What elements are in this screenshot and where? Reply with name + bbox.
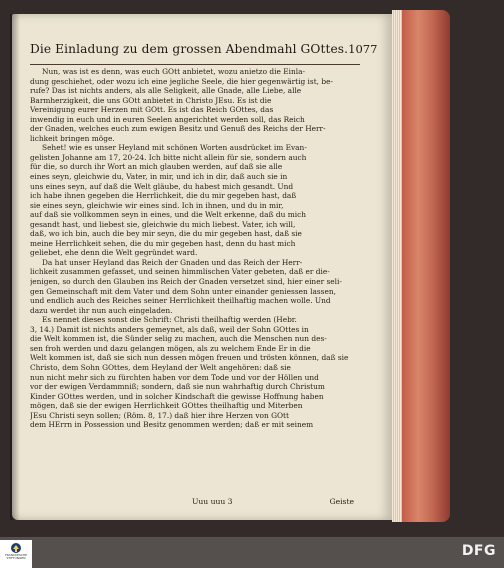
text-line: 3, 14.) Damit ist nichts anders gemeynet, als daß, weil der Sohn GOttes in <box>30 324 309 334</box>
spine-shadow <box>10 14 20 520</box>
text-line: uns eines seyn, auf daß die Welt gläube, du habest mich gesandt. Und <box>30 181 294 191</box>
text-line: Christo, dem Sohn GOttes, dem Heyland der Welt angehören: daß sie <box>30 362 291 372</box>
page-footer <box>30 497 358 509</box>
body-text <box>30 67 358 430</box>
page-number: 1077 <box>348 42 378 56</box>
signature-mark: Uuu uuu 3 <box>192 497 233 506</box>
text-line: daß, wo ich bin, auch die bey mir seyn, die du mir gegeben hast, daß sie <box>30 229 302 239</box>
text-line: nun nicht mehr sich zu fürchten haben vor dem Tode und vor der Höllen und <box>30 372 319 382</box>
text-line: sie eines seyn, gleichwie wir eines sind. Ich in ihnen, und du in mir, <box>30 200 284 210</box>
text-line: Nun, was ist es denn, was euch GOtt anbietet, wozu anietzo die Einla- <box>42 67 305 76</box>
text-line: rufe? Das ist nichts anders, als alle Seligkeit, alle Gnade, alle Liebe, alle <box>30 86 302 96</box>
viewer-footer-bar <box>0 537 504 568</box>
text-line: auf daß sie vollkommen seyn in eines, und die Welt erkenne, daß du mich <box>30 210 306 220</box>
text-line: gesandt hast, und liebest sie, gleichwie du mich liebest. Vater, ich will, <box>30 219 296 229</box>
text-line: lichkeit zusammen gefasset, und seinen himmlischen Vater gebeten, daß er die- <box>30 267 330 277</box>
text-line: geliebet, ehe denn die Welt gegründet ward. <box>30 248 198 258</box>
text-line: Da hat unser Heyland das Reich der Gnaden und das Reich der Herr- <box>42 257 303 267</box>
catchword: Geiste <box>329 497 354 506</box>
text-line: Sehet! wie es unser Heyland mit schönen Worten ausdrücket im Evan- <box>42 143 307 153</box>
text-line: die Welt kommen ist, die Sünder selig zu machen, auch die Menschen nun des- <box>30 334 327 344</box>
text-line: dazu werdet ihr nun auch eingeladen. <box>30 305 173 315</box>
text-line: der Gnaden, welches euch zum ewigen Besitz und Genuß des Reichs der Herr- <box>30 124 326 134</box>
text-line: Welt kommen ist, daß sie sich nun dessen mögen freuen und trösten können, daß sie <box>30 353 349 363</box>
running-title: Die Einladung zu dem grossen Abendmahl GOttes. <box>30 42 349 56</box>
text-line: eines seyn, gleichwie du, Vater, in mir, und ich in dir, daß auch sie in <box>30 172 288 182</box>
page-header <box>30 42 378 65</box>
text-line: dem HErrn in Possession und Besitz genommen werden; daß er mit seinem <box>30 420 314 430</box>
text-line: gen Gemeinschaft mit dem Vater und dem Sohn unter einander geniessen lassen, <box>30 286 336 296</box>
text-line: Es nennet dieses sonst die Schrift: Christi theilhaftig werden (Hebr. <box>42 315 297 325</box>
text-line: vor der ewigen Verdammniß; sondern, daß sie nun wahrhaftig durch Christum <box>30 382 325 392</box>
text-line: ich habe ihnen gegeben die Herrlichkeit, die du mir gegeben hast, daß <box>30 191 297 201</box>
text-line: JEsu Christi seyn sollen; (Röm. 8, 17.) daß hier ihre Herzen von GOtt <box>30 410 289 420</box>
text-line: inwendig in euch und in euren Seelen angerichtet werden soll, das Reich <box>30 114 305 124</box>
text-line: Kinder GOttes werden, und in solcher Kindschaft die gewisse Hoffnung haben <box>30 391 324 401</box>
text-line: und endlich auch des Reiches seiner Herrlichkeit theilhaftig machen wolle. Und <box>30 296 331 306</box>
text-line: meine Herrlichkeit sehen, die du mir gegeben hast, denn du hast mich <box>30 238 296 248</box>
library-caption: FRANCKESCHE STIFTUNGEN <box>4 553 28 561</box>
page-edge-stack <box>392 10 450 522</box>
dfg-logo: DFG <box>461 543 496 559</box>
text-line: lichkeit bringen möge. <box>30 133 115 143</box>
text-line: jenigen, so durch den Glauben ins Reich der Gnaden versetzet sind, hier einer seli- <box>30 277 342 287</box>
text-line: sen froh werden und dazu gelangen mögen, als zu welchem Ende Er in die <box>30 343 311 353</box>
text-line: Barmherzigkeit, die uns GOtt anbietet in Christo JEsu. Es ist die <box>30 95 272 105</box>
text-line: mögen, daß sie der ewigen Herrlichkeit GOttes theilhaftig und Miterben <box>30 401 303 411</box>
text-line: gelisten Johanne am 17, 20-24. Ich bitte nicht allein für sie, sondern auch <box>30 152 307 162</box>
text-line: für die, so durch ihr Wort an mich glauben werden, auf daß sie alle <box>30 162 283 172</box>
text-line: Vereinigung eurer Herzen mit GOtt. Es ist das Reich GOttes, das <box>30 105 274 115</box>
library-logo <box>0 540 32 568</box>
text-line: dung geschiehet, oder wozu ich eine jegliche Seele, die hier gegenwärtig ist, be- <box>30 76 333 86</box>
